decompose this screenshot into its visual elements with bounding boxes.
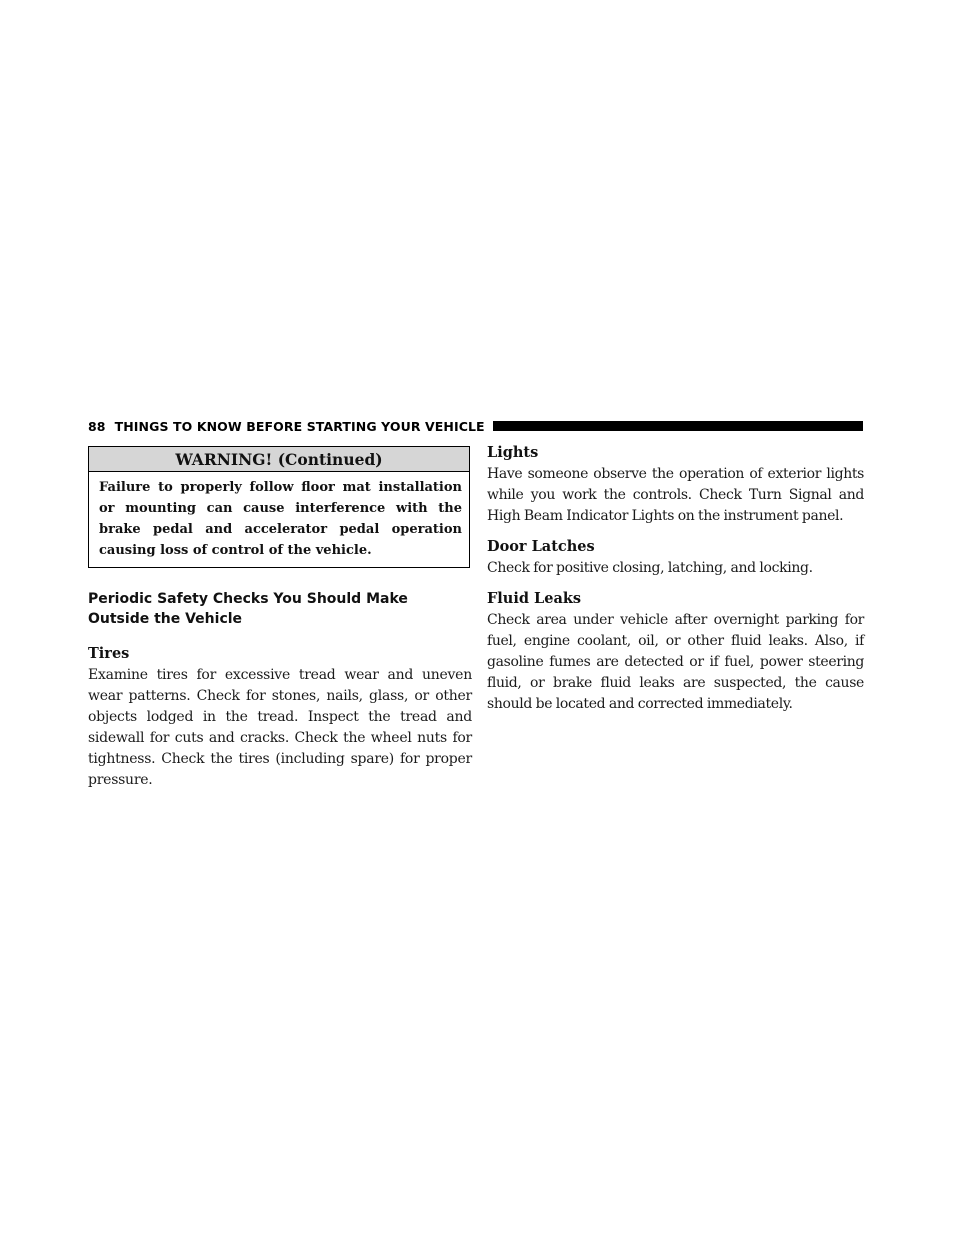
running-title: THINGS TO KNOW BEFORE STARTING YOUR VEHICLE bbox=[114, 418, 485, 434]
fluid-leaks-text: Check area under vehicle after overnight parking for fuel, engine coolant, oil, or other fluid leaks. Also, if gasoline fumes are detected or if fuel, power steering fluid, or brake fluid leaks are suspected, the cause should be located and corrected immediately. bbox=[487, 612, 864, 712]
page-number: 88 bbox=[88, 418, 106, 434]
warning-title: WARNING! (Continued) bbox=[89, 447, 469, 472]
right-column bbox=[487, 443, 864, 715]
left-column bbox=[88, 446, 472, 791]
header-rule bbox=[493, 421, 863, 431]
warning-text: Failure to properly follow floor mat installation or mounting can cause interference with the brake pedal and accelerator pedal operation causing loss of control of the vehicle. bbox=[99, 480, 462, 558]
warning-box bbox=[88, 446, 470, 568]
door-latches-heading: Door Latches bbox=[487, 538, 595, 555]
lights-text: Have someone observe the operation of exterior lights while you work the controls. Check Turn Signal and High Beam Indicator Lights on the instrument panel. bbox=[487, 466, 864, 524]
fluid-leaks-heading: Fluid Leaks bbox=[487, 590, 582, 607]
door-latches-text: Check for positive closing, latching, and locking. bbox=[487, 560, 813, 576]
tires-text: Examine tires for excessive tread wear and uneven wear patterns. Check for stones, nails, glass, or other objects lodged in the tread. Inspect the tread and sidewall for cuts and cracks. Check the wheel nuts for tightness. Check the tires (including spare) for proper pressure. bbox=[88, 667, 472, 788]
page-header bbox=[88, 418, 863, 434]
lights-heading: Lights bbox=[487, 444, 539, 461]
section-heading: Periodic Safety Checks You Should Make Outside the Vehicle bbox=[88, 591, 408, 627]
tires-heading: Tires bbox=[88, 645, 130, 662]
